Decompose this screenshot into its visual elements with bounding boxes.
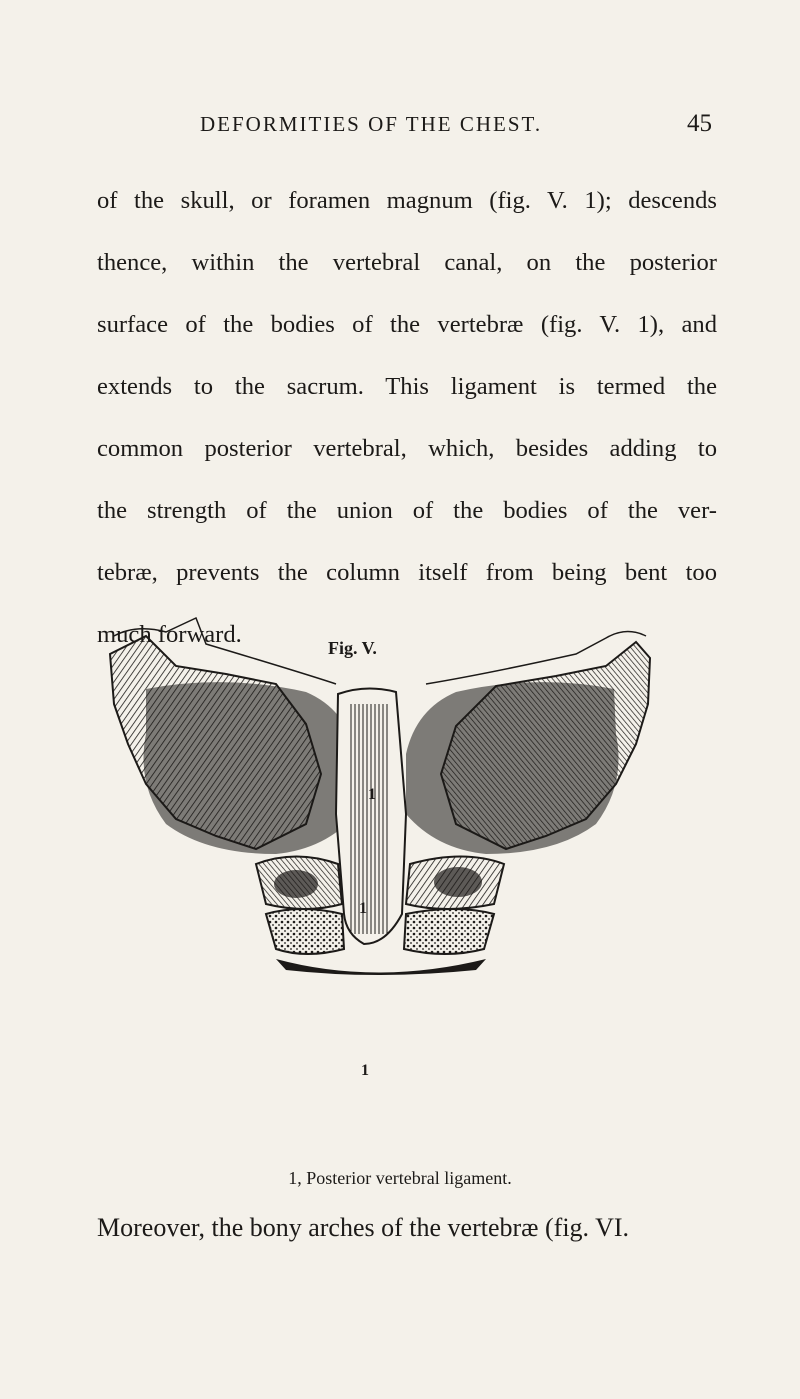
text-line: the strength of the union of the bodies of the ver-: [97, 497, 717, 524]
text-line: thence, within the vertebral canal, on the posterior: [97, 249, 717, 276]
body-paragraph: [97, 170, 717, 666]
figure-number-label: 1: [368, 786, 376, 803]
anatomical-figure: [106, 614, 654, 1079]
text-line: common posterior vertebral, which, besides adding to: [97, 435, 717, 462]
running-head: DEFORMITIES OF THE CHEST.: [200, 112, 543, 136]
text-line: much forward.: [97, 621, 242, 648]
page-number: 45: [687, 110, 712, 137]
figure-number-label: 1: [361, 1062, 369, 1079]
text-line: surface of the bodies of the vertebræ (fig. V. 1), and: [97, 311, 717, 338]
figure-label: Fig. V.: [328, 638, 377, 658]
continuation-line: Moreover, the bony arches of the vertebræ (fig. VI.: [97, 1213, 630, 1242]
text-line: extends to the sacrum. This ligament is termed the: [97, 373, 717, 400]
text-line: tebræ, prevents the column itself from being bent too: [97, 559, 717, 586]
figure-caption: 1, Posterior vertebral ligament.: [288, 1168, 512, 1188]
figure-number-label: 1: [359, 900, 367, 917]
text-line: of the skull, or foramen magnum (fig. V. 1); descends: [97, 187, 717, 214]
vertebral-canal-engraving: [106, 614, 654, 980]
page-header: [160, 112, 712, 146]
